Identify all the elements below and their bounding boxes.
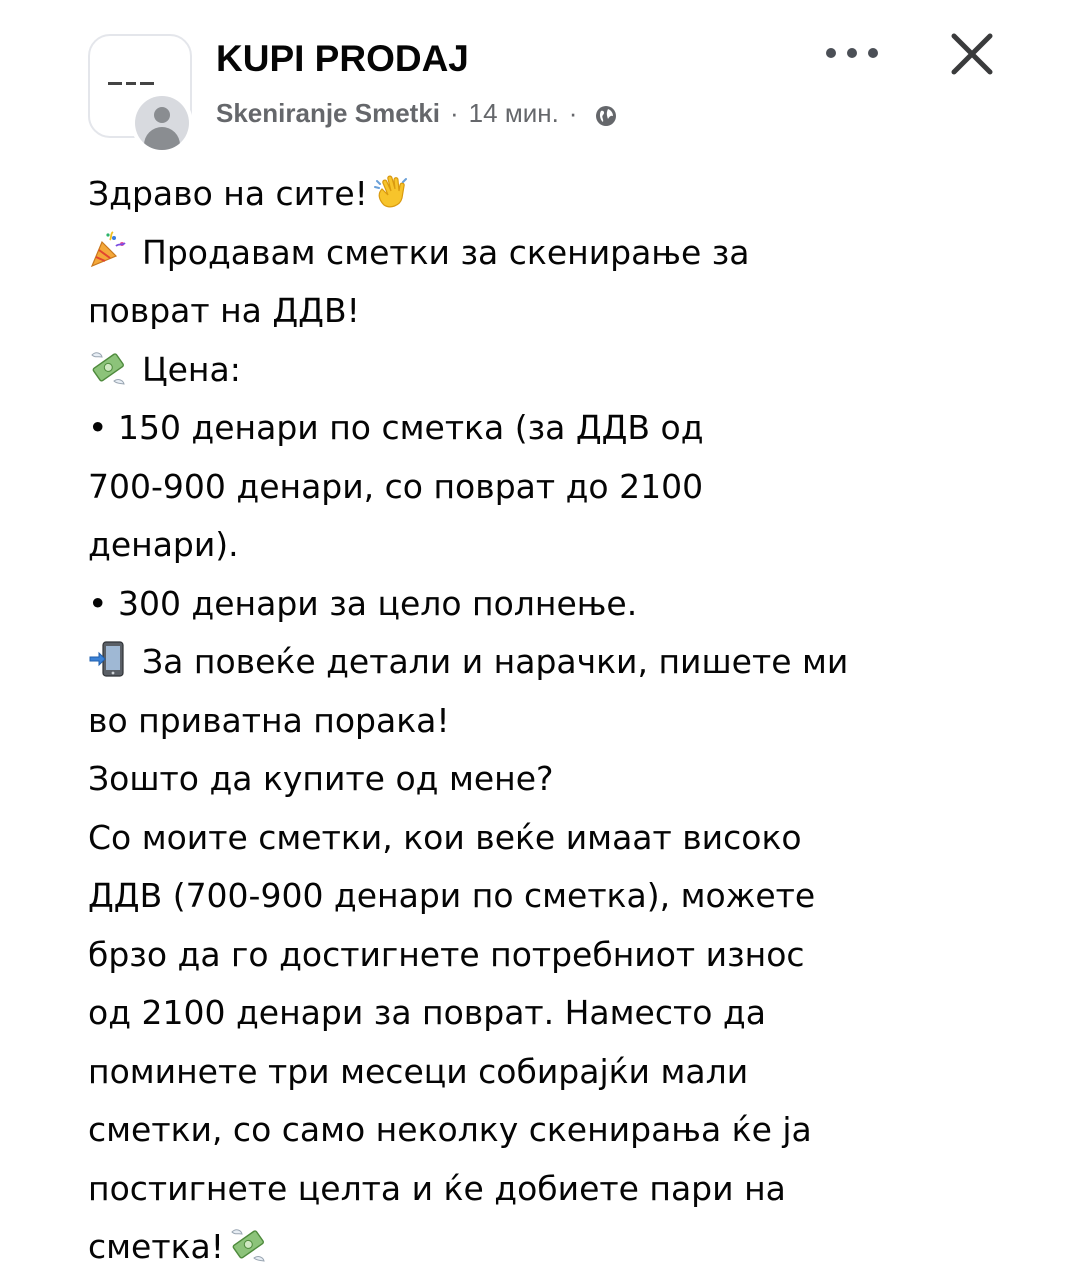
more-horizontal-icon[interactable] — [826, 38, 878, 68]
post-line: поминете три месеци собирајќи мали — [88, 1051, 749, 1091]
mobile-phone-arrow-icon — [88, 639, 128, 679]
post-line: постигнете целта и ќе добиете пари на — [88, 1168, 786, 1208]
money-with-wings-icon — [228, 1224, 268, 1264]
post-line: Со моите сметки, кои веќе имаат високо — [88, 817, 802, 857]
author-name[interactable]: Skeniranje Smetki — [216, 98, 440, 128]
post-line: Продавам сметки за скенирање за — [88, 224, 1048, 283]
group-logo-mark — [108, 80, 160, 90]
money-with-wings-icon — [88, 347, 128, 387]
post-line: сметки, со само неколку скенирања ќе ја — [88, 1110, 812, 1149]
post-text — [88, 165, 1048, 1277]
close-icon[interactable] — [948, 30, 996, 78]
author-avatar[interactable] — [131, 92, 193, 154]
post-line: Зошто да купите од мене? — [88, 759, 554, 798]
waving-hand-icon — [372, 171, 412, 211]
post-line: во приватна порака! — [88, 700, 450, 740]
meta-separator: · — [568, 98, 578, 128]
post-line: сметка! — [88, 1218, 1048, 1277]
post-line: од 2100 денари за поврат. Наместо да — [88, 993, 766, 1032]
meta-separator: · — [450, 98, 459, 128]
group-name[interactable]: KUPI PRODAJ — [216, 38, 469, 79]
post-line: • 300 денари за цело полнење. — [88, 583, 638, 623]
post-line: брзо да го достигнете потребниот износ — [88, 934, 805, 974]
post-line: 700-900 денари, со поврат до 2100 — [88, 466, 704, 506]
post-line: Здраво на сите! — [88, 165, 1048, 224]
post-line: • 150 денари по сметка (за ДДВ од — [88, 408, 704, 447]
post-line: За повеќе детали и нарачки, пишете ми — [88, 633, 1048, 692]
post-line: Цена: — [88, 341, 1048, 400]
globe-icon — [595, 103, 617, 125]
post-time[interactable]: 14 мин. — [468, 98, 559, 128]
default-avatar-icon — [135, 96, 189, 150]
post-line: ДДВ (700-900 денари по сметка), можете — [88, 876, 816, 915]
party-popper-icon — [88, 230, 128, 270]
post-meta — [216, 98, 617, 129]
post-line: поврат на ДДВ! — [88, 291, 360, 330]
post-line: денари). — [88, 525, 239, 564]
post-header — [0, 0, 1080, 150]
